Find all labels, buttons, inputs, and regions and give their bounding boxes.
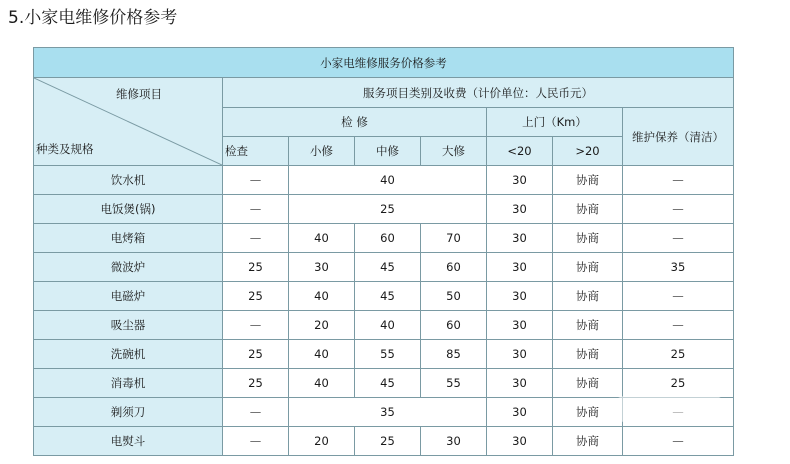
major-repair-cell: 60 xyxy=(421,253,487,282)
inspect-cell: — xyxy=(223,311,289,340)
table-row xyxy=(34,166,734,195)
watermark xyxy=(612,396,727,422)
major-repair-cell: 60 xyxy=(421,311,487,340)
maintenance-cell: 25 xyxy=(623,340,734,369)
header-gt20: >20 xyxy=(553,137,623,166)
minor-repair-cell: 20 xyxy=(289,311,355,340)
row-name-cell: 消毒机 xyxy=(34,369,223,398)
corner-header xyxy=(34,78,223,166)
visit-group-header: 上门（Km） xyxy=(487,108,623,137)
inspect-cell: 25 xyxy=(223,340,289,369)
inspect-cell: 25 xyxy=(223,253,289,282)
maintenance-cell: — xyxy=(623,195,734,224)
table-row xyxy=(34,369,734,398)
inspect-cell: — xyxy=(223,195,289,224)
medium-repair-cell: 45 xyxy=(355,369,421,398)
minor-repair-cell: 20 xyxy=(289,427,355,456)
table-row xyxy=(34,253,734,282)
medium-repair-cell: 60 xyxy=(355,224,421,253)
visit-gt20-cell: 协商 xyxy=(553,311,623,340)
repair-merged-cell: 40 xyxy=(289,166,487,195)
visit-gt20-cell: 协商 xyxy=(553,253,623,282)
service-header: 服务项目类别及收费（计价单位：人民币元） xyxy=(223,78,734,108)
medium-repair-cell: 55 xyxy=(355,340,421,369)
inspect-cell: 25 xyxy=(223,369,289,398)
corner-bottom-label: 种类及规格 xyxy=(36,142,94,156)
corner-top-label: 维修项目 xyxy=(116,87,162,101)
minor-repair-cell: 30 xyxy=(289,253,355,282)
table-row xyxy=(34,427,734,456)
visit-lt20-cell: 30 xyxy=(487,253,553,282)
repair-group-header: 检 修 xyxy=(223,108,487,137)
visit-gt20-cell: 协商 xyxy=(553,369,623,398)
inspect-cell: — xyxy=(223,166,289,195)
inspect-cell: — xyxy=(223,427,289,456)
visit-lt20-cell: 30 xyxy=(487,195,553,224)
major-repair-cell: 70 xyxy=(421,224,487,253)
maintenance-cell: — xyxy=(623,311,734,340)
visit-lt20-cell: 30 xyxy=(487,224,553,253)
inspect-cell: 25 xyxy=(223,282,289,311)
table-row xyxy=(34,224,734,253)
repair-merged-cell: 25 xyxy=(289,195,487,224)
medium-repair-cell: 40 xyxy=(355,311,421,340)
row-name-cell: 洗碗机 xyxy=(34,340,223,369)
table-row xyxy=(34,311,734,340)
maintenance-cell: — xyxy=(623,166,734,195)
minor-repair-cell: 40 xyxy=(289,340,355,369)
maintenance-cell: 35 xyxy=(623,253,734,282)
medium-repair-cell: 25 xyxy=(355,427,421,456)
header-medium: 中修 xyxy=(355,137,421,166)
minor-repair-cell: 40 xyxy=(289,369,355,398)
row-name-cell: 剃须刀 xyxy=(34,398,223,427)
maintenance-cell: 25 xyxy=(623,369,734,398)
maintenance-cell: — xyxy=(623,282,734,311)
minor-repair-cell: 40 xyxy=(289,224,355,253)
medium-repair-cell: 45 xyxy=(355,282,421,311)
visit-gt20-cell: 协商 xyxy=(553,340,623,369)
price-table xyxy=(33,47,734,456)
row-name-cell: 电磁炉 xyxy=(34,282,223,311)
maintenance-cell: — xyxy=(623,224,734,253)
header-inspect: 检查 xyxy=(223,137,289,166)
inspect-cell: — xyxy=(223,398,289,427)
visit-lt20-cell: 30 xyxy=(487,340,553,369)
page-heading: 5.小家电维修价格参考 xyxy=(8,8,178,28)
row-name-cell: 饮水机 xyxy=(34,166,223,195)
table-row xyxy=(34,282,734,311)
visit-gt20-cell: 协商 xyxy=(553,427,623,456)
medium-repair-cell: 45 xyxy=(355,253,421,282)
header-lt20: <20 xyxy=(487,137,553,166)
visit-lt20-cell: 30 xyxy=(487,282,553,311)
header-minor: 小修 xyxy=(289,137,355,166)
inspect-cell: — xyxy=(223,224,289,253)
visit-gt20-cell: 协商 xyxy=(553,282,623,311)
repair-merged-cell: 35 xyxy=(289,398,487,427)
visit-gt20-cell: 协商 xyxy=(553,224,623,253)
table-title: 小家电维修服务价格参考 xyxy=(34,48,734,78)
major-repair-cell: 50 xyxy=(421,282,487,311)
visit-lt20-cell: 30 xyxy=(487,166,553,195)
visit-gt20-cell: 协商 xyxy=(553,195,623,224)
header-row-1 xyxy=(34,78,734,108)
table-row xyxy=(34,195,734,224)
title-row xyxy=(34,48,734,78)
header-major: 大修 xyxy=(421,137,487,166)
visit-gt20-cell: 协商 xyxy=(553,398,623,427)
visit-lt20-cell: 30 xyxy=(487,369,553,398)
major-repair-cell: 85 xyxy=(421,340,487,369)
row-name-cell: 电饭煲(锅) xyxy=(34,195,223,224)
visit-lt20-cell: 30 xyxy=(487,427,553,456)
table-row xyxy=(34,340,734,369)
minor-repair-cell: 40 xyxy=(289,282,355,311)
visit-gt20-cell: 协商 xyxy=(553,166,623,195)
row-name-cell: 电烤箱 xyxy=(34,224,223,253)
price-table-body xyxy=(34,48,734,456)
visit-lt20-cell: 30 xyxy=(487,398,553,427)
major-repair-cell: 30 xyxy=(421,427,487,456)
maintenance-header: 维护保养（清洁） xyxy=(623,108,734,166)
row-name-cell: 电熨斗 xyxy=(34,427,223,456)
maintenance-cell: — xyxy=(623,427,734,456)
row-name-cell: 吸尘器 xyxy=(34,311,223,340)
row-name-cell: 微波炉 xyxy=(34,253,223,282)
major-repair-cell: 55 xyxy=(421,369,487,398)
visit-lt20-cell: 30 xyxy=(487,311,553,340)
